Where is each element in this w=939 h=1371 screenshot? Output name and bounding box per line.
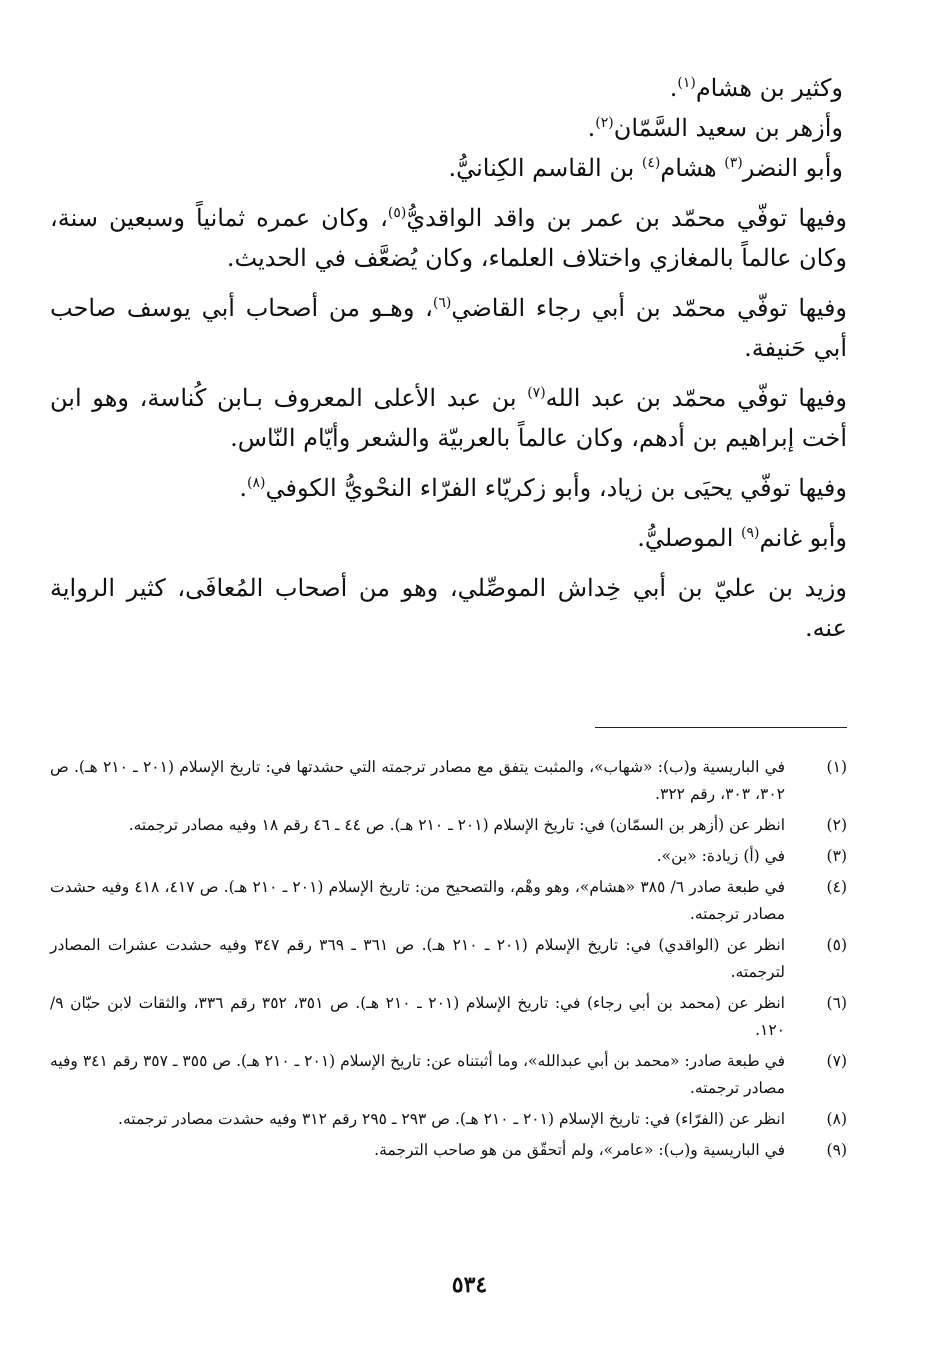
paragraph-waqidi: وفيها توفّي محمّد بن عمر بن واقد الواقديُّ$^{(٥)}$، وكان عمره ثمانياً وسبعين سنة، وكان عالماً بالمغازي واختلاف العلماء، وكان يُضعَّف في الحديث. bbox=[50, 204, 848, 272]
footnote-number: (٨) bbox=[826, 1110, 847, 1128]
footnote-ref-1[interactable]: (١) bbox=[677, 75, 696, 91]
footnote-9 bbox=[50, 1137, 847, 1164]
footnote-7 bbox=[50, 1048, 847, 1102]
footnote-5 bbox=[50, 932, 847, 986]
main-text bbox=[50, 68, 847, 648]
footnote-number: (٣) bbox=[826, 847, 847, 865]
footnote-text: انظر عن (الفرّاء) في: تاريخ الإسلام (٢٠١ ـ ٢١٠ هـ). ص ٢٩٣ ـ ٢٩٥ رقم ٣١٢ وفيه حشدت مصادر ترجمته. bbox=[118, 1110, 785, 1128]
footnote-text: انظر عن (محمد بن أبي رجاء) في: تاريخ الإسلام (٢٠١ ـ ٢١٠ هـ). ص ٣٥١، ٣٥٢ رقم ٣٣٦، والثقات لابن حبّان ٩/ ١٢٠. bbox=[50, 994, 785, 1039]
footnote-ref-5[interactable]: (٥) bbox=[387, 205, 407, 221]
footnote-3 bbox=[50, 843, 847, 870]
footnote-number: (٦) bbox=[826, 994, 847, 1012]
footnote-ref-4[interactable]: (٤) bbox=[641, 155, 661, 171]
footnote-number: (٢) bbox=[826, 816, 847, 834]
footnote-4 bbox=[50, 874, 847, 928]
footnote-8 bbox=[50, 1106, 847, 1133]
paragraph-abi-raja: وفيها توفّي محمّد بن أبي رجاء القاضي$^{(٦)}$، وهـو من أصحاب أبي يوسف صاحب أبي حَنيفة. bbox=[50, 294, 847, 362]
footnote-number: (٥) bbox=[826, 936, 847, 954]
paragraph-farra: وفيها توفّي يحيَى بن زياد، وأبو زكريّاء الفرّاء النحْويُّ الكوفي$^{(٨)}$. bbox=[239, 474, 847, 502]
footnote-text: في الباريسية و(ب): «شهاب»، والمثبت يتفق مع مصادر ترجمته التي حشدتها في: تاريخ الإسلام (٢٠١ ـ ٢١٠ هـ). ص ٣٠٢، ٣٠٣، رقم ٣٢٢. bbox=[50, 758, 785, 803]
paragraph-zayd: وزيد بن عليّ بن أبي خِداش الموصِّلي، وهو من أصحاب المُعافَى، كثير الرواية عنه. bbox=[50, 574, 847, 642]
footnote-ref-7[interactable]: (٧) bbox=[527, 385, 546, 401]
line-azhar: وأزهر بن سعيد السَّمّان$^{(٢)}$. bbox=[587, 114, 843, 142]
footnote-ref-3[interactable]: (٣) bbox=[724, 155, 743, 171]
footnote-text: انظر عن (أزهر بن السمّان) في: تاريخ الإسلام (٢٠١ ـ ٢١٠ هـ). ص ٤٤ ـ ٤٦ رقم ١٨ وفيه مصادر ترجمته. bbox=[128, 816, 785, 834]
line-abu-nadr: وأبو النضر$^{(٣)}$ هشام$^{(٤)}$ بن القاسم الكِنانيُّ. bbox=[448, 154, 843, 182]
footnote-ref-8[interactable]: (٨) bbox=[247, 475, 266, 491]
footnote-number: (٤) bbox=[826, 878, 847, 896]
footnote-text: في طبعة صادر: «محمد بن أبي عبدالله»، وما أثبتناه عن: تاريخ الإسلام (٢٠١ ـ ٢١٠ هـ). ص ٣٥٥ ـ ٣٥٧ رقم ٣٤١ وفيه مصادر ترجمته. bbox=[50, 1052, 785, 1097]
footnotes bbox=[50, 754, 847, 1168]
footnote-ref-9[interactable]: (٩) bbox=[741, 525, 760, 541]
footnote-text: في (أ) زيادة: «بن». bbox=[656, 847, 785, 865]
footnote-2 bbox=[50, 812, 847, 839]
footnote-text: في الباريسية و(ب): «عامر»، ولم أتحقّق من هو صاحب الترجمة. bbox=[374, 1141, 785, 1159]
paragraph-ibn-kunasa: وفيها توفّي محمّد بن عبد الله$^{(٧)}$ بن عبد الأعلى المعروف بـابن كُناسة، وهو ابن أخت إبراهيم بن أدهم، وكان عالماً بالعربيّة والشعر وأيّام النّاس. bbox=[50, 384, 847, 452]
footnote-text: في طبعة صادر ٦/ ٣٨٥ «هشام»، وهو وهْم، والتصحيح من: تاريخ الإسلام (٢٠١ ـ ٢١٠ هـ). ص ٤١٧، ٤١٨ وفيه حشدت مصادر ترجمته. bbox=[50, 878, 785, 923]
footnote-ref-2[interactable]: (٢) bbox=[595, 115, 614, 131]
line-kathir: وكثير بن هشام$^{(١)}$. bbox=[669, 74, 843, 102]
footnote-number: (٩) bbox=[826, 1141, 847, 1159]
page-number: ٥٣٤ bbox=[451, 1272, 488, 1298]
footnote-text: انظر عن (الواقدي) في: تاريخ الإسلام (٢٠١ ـ ٢١٠ هـ). ص ٣٦١ ـ ٣٦٩ رقم ٣٤٧ وفيه حشدت عشرات المصادر لترجمته. bbox=[50, 936, 786, 981]
footnote-number: (١) bbox=[826, 758, 847, 776]
footnote-ref-6[interactable]: (٦) bbox=[432, 295, 452, 311]
paragraph-abu-ghanim: وأبو غانم$^{(٩)}$ الموصليُّ. bbox=[637, 524, 847, 552]
footnote-number: (٧) bbox=[826, 1052, 847, 1070]
footnote-1 bbox=[50, 754, 847, 808]
footnote-separator bbox=[595, 727, 847, 728]
footnote-6 bbox=[50, 990, 847, 1044]
